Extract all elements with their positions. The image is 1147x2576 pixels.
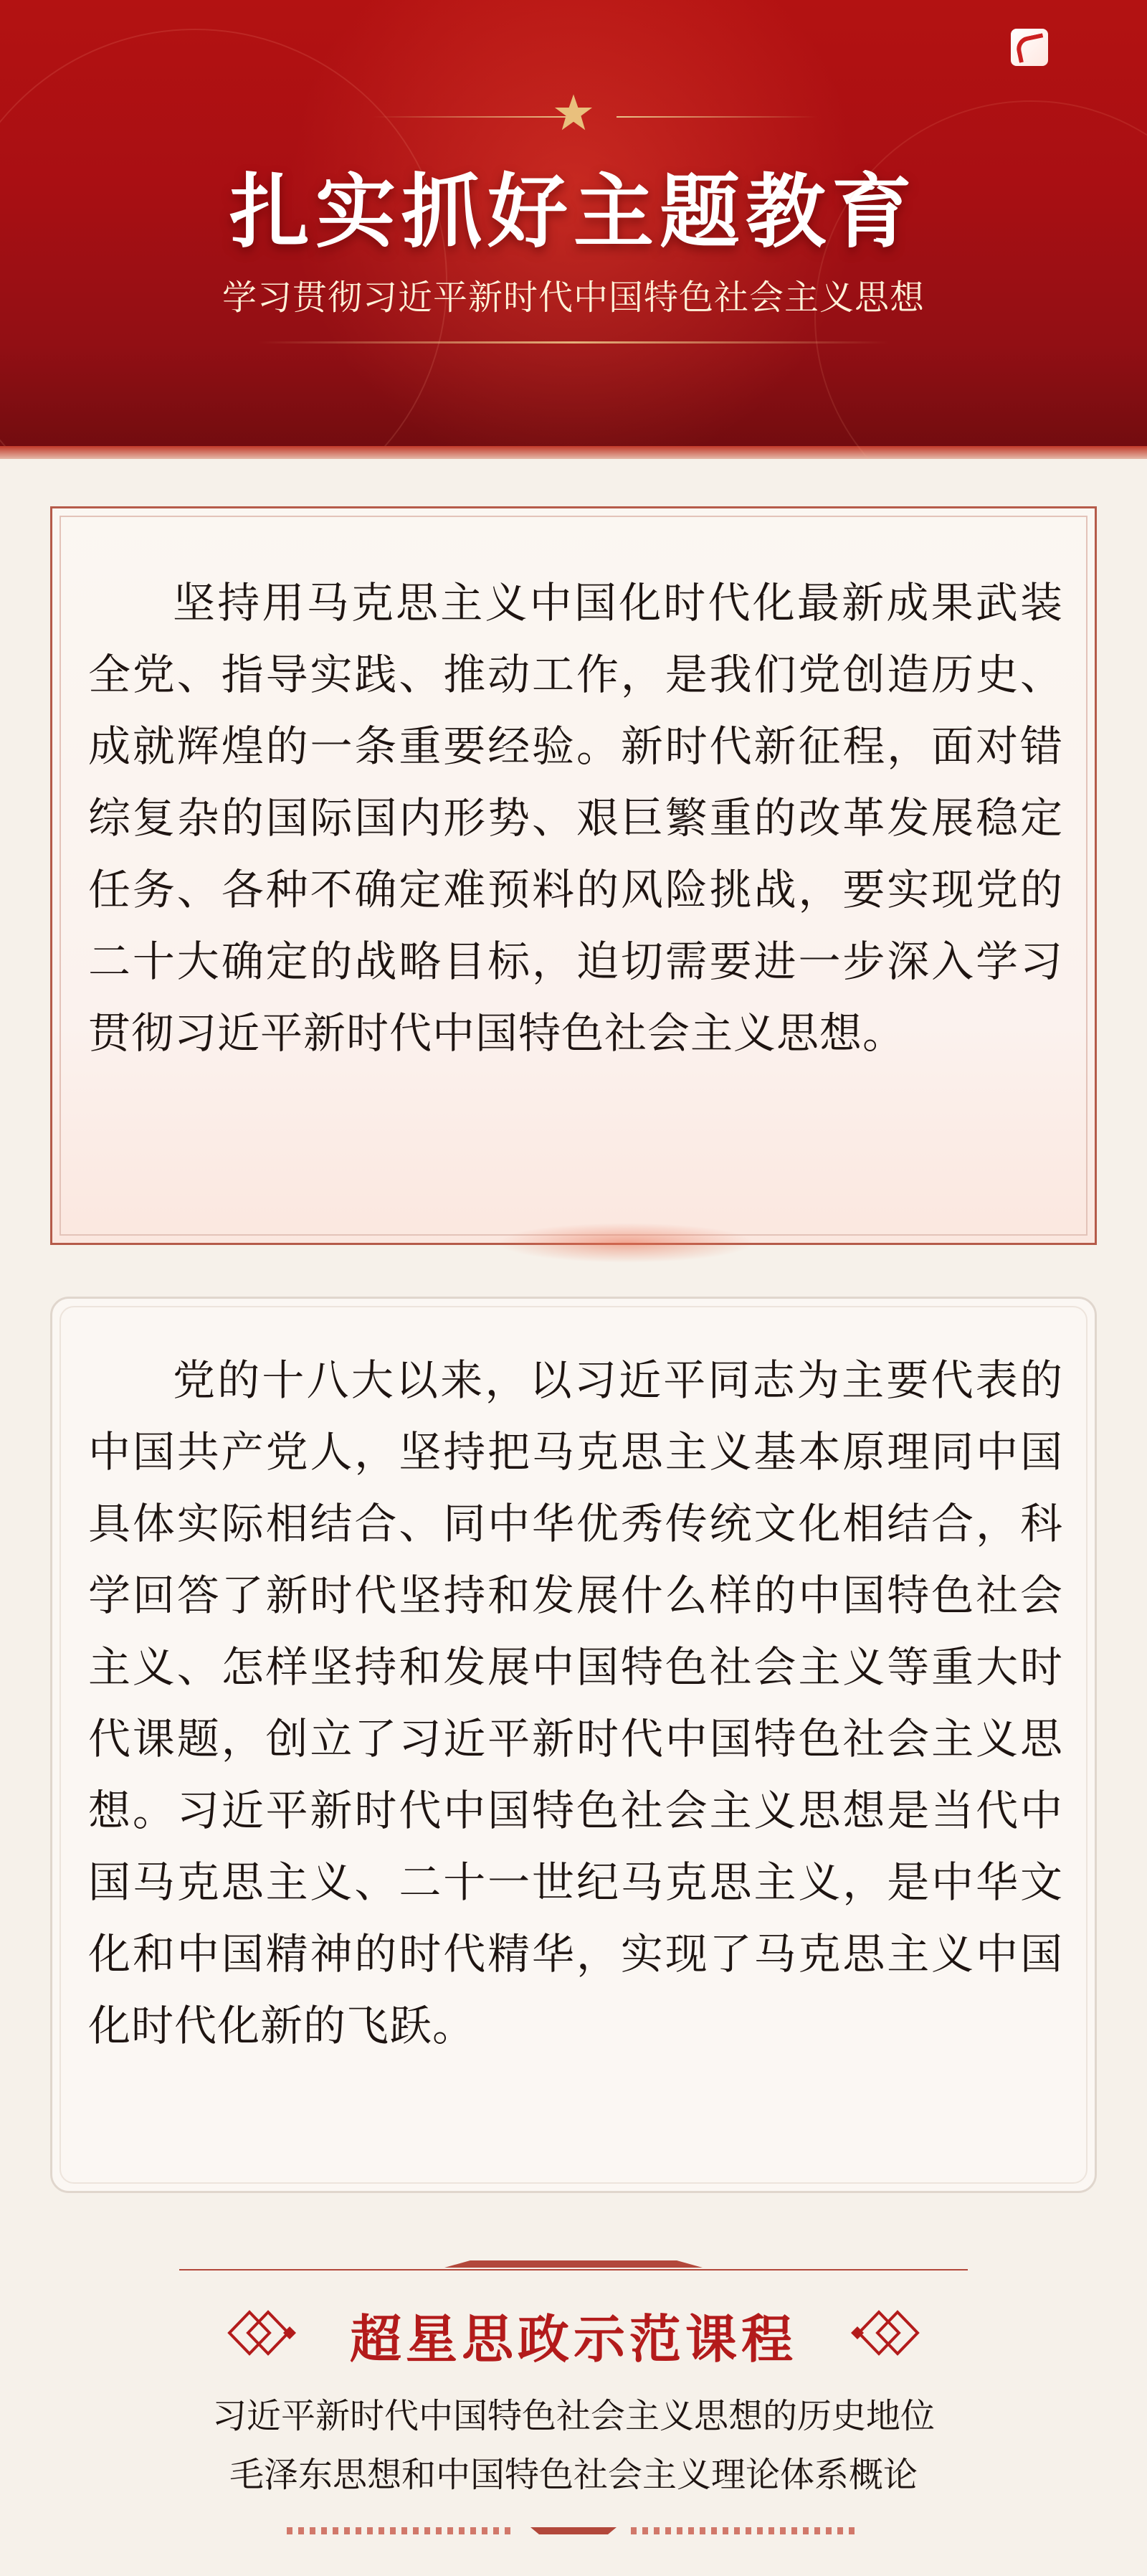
page-title: 扎实抓好主题教育 [229, 165, 918, 259]
footer-dots-right [631, 2527, 860, 2534]
banner-bottom-edge [0, 446, 1147, 459]
header-banner [0, 0, 1147, 459]
star-icon [553, 92, 594, 133]
thought-card [50, 1297, 1097, 2193]
star-divider-left [373, 116, 574, 118]
intro-card [50, 506, 1097, 1245]
publisher-logo-icon [1011, 29, 1048, 66]
course-section-title: 超星思政示范课程 [349, 2309, 797, 2369]
footer-dots-left [287, 2527, 516, 2534]
footer-top-rule [179, 2269, 968, 2270]
intro-paragraph: 坚持用马克思主义中国化时代化最新成果武装全党、指导实践、推动工作，是我们党创造历史、成就辉煌的一条重要经验。新时代新征程，面对错综复杂的国际国内形势、艰巨繁重的改革发展稳定任务、各种不确定难预料的风险挑战，要实现党的二十大确定的战略目标，迫切需要进一步深入学习贯彻习近平新时代中国特色社会主义思想。 [88, 578, 1063, 1058]
course-item[interactable]: 毛泽东思想和中国特色社会主义理论体系概论 [229, 2455, 918, 2495]
star-divider-right [617, 116, 817, 118]
thought-paragraph: 党的十八大以来，以习近平同志为主要代表的中国共产党人，坚持把马克思主义基本原理同中国具体实际相结合、同中华优秀传统文化相结合，科学回答了新时代坚持和发展什么样的中国特色社会主义、怎样坚持和发展中国特色社会主义等重大时代课题，创立了习近平新时代中国特色社会主义思想。习近平新时代中国特色社会主义思想是当代中国马克思主义、二十一世纪马克思主义，是中华文化和中国精神的时代精华，实现了马克思主义中国化时代化新的飞跃。 [88, 1355, 1063, 2050]
footer-bottom-tab [530, 2527, 617, 2534]
card-glow-decoration [497, 1223, 755, 1263]
publisher-logo [1011, 23, 1118, 72]
page-subtitle: 学习贯彻习近平新时代中国特色社会主义思想 [222, 278, 925, 318]
double-diamond-icon [834, 2308, 920, 2358]
course-item[interactable]: 习近平新时代中国特色社会主义思想的历史地位 [211, 2396, 935, 2436]
title-underline [258, 341, 889, 344]
footer-rule-tab [444, 2260, 703, 2268]
